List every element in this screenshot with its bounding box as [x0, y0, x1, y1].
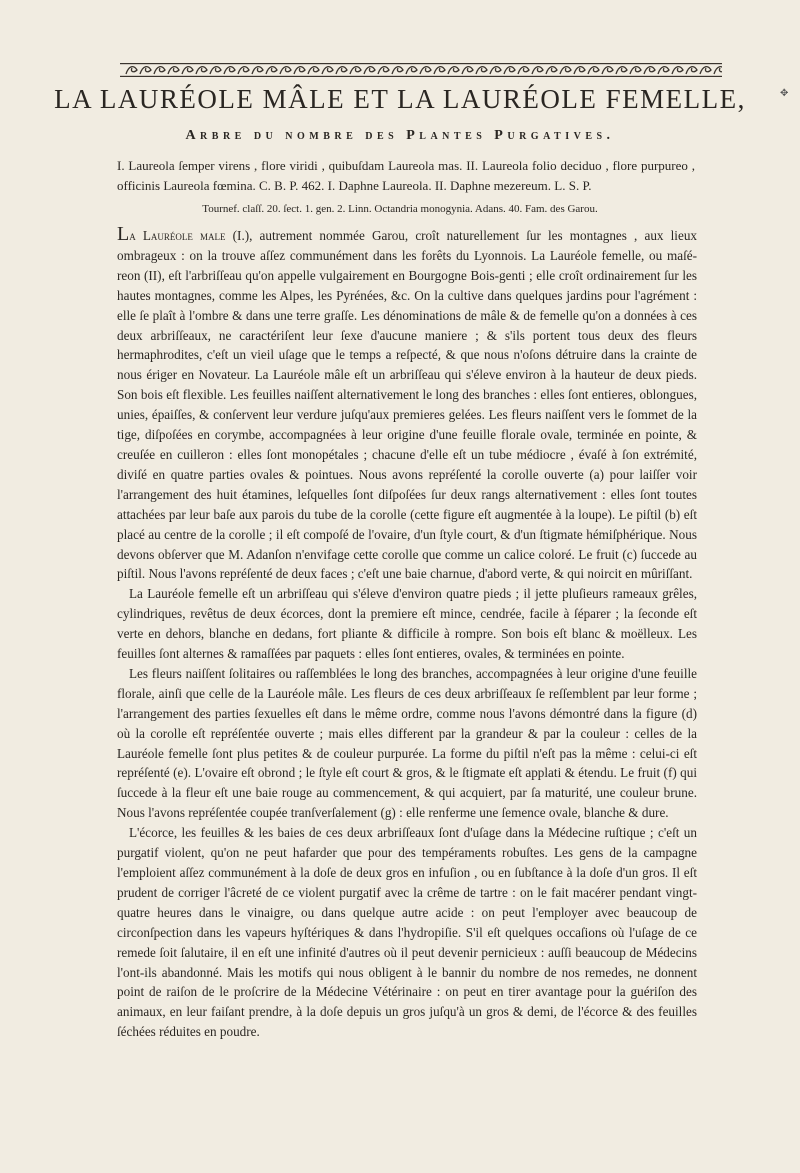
ornament-scroll	[644, 67, 655, 74]
ornament-scroll	[476, 67, 487, 74]
ornament-scroll	[714, 67, 722, 74]
paragraph-1-text: (I.), autrement nommée Garou, croît naturellement ſur les montagnes , aux lieux ombrageux : on la trouve aſſez communément dans les forêts du Lyonnois. La Lauréole femelle, ou maſé-reon (II), eſt l'arbriſſeau qu'on appelle vulgairement en Bourgogne Bois-genti ; elle croît ordinairement ſur les hautes montagnes, comme les Alpes, les Pyrénées, &c. On la cultive dans quelques jardins pour l'agrément : elle ſe plaît à l'ombre & dans une terre graſſe. Les dénominations de mâle & de femelle qu'on a données à ces deux arbriſſeaux, ne caractériſent leur ſexe d'aucune maniere ; & s'ils portent tous deux des fleurs hermaphrodites, c'eſt un vieil uſage que le temps a reſpecté, & que nous n'oſons détruire dans la crainte de nous ériger en Novateur. La Lauréole mâle eſt un arbriſſeau qui s'éleve environ à la hauteur de deux pieds. Son bois eſt flexible. Les feuilles naiſſent alternativement le long des branches : elles ſont entieres, oblongues, unies, épaiſſes, & conſervent leur verdure juſqu'aux premieres gelées. Les fleurs naiſſent vers le ſommet de la tige, diſpoſées en corymbe, accompagnées à leur origine d'une feuille florale ovale, terminée en pointe, & creuſée en cuilleron : elles ſont monopétales ; chacune d'elle eſt un tube médiocre , évaſé à ſon extrémité, diviſé en quatre parties ovales & pointues. Nous avons repréſenté la corolle ouverte (a) pour laiſſer voir l'arrangement des huit étamines, leſquelles ſont diſpoſées ſur deux rangs alternativement : elles ſont toutes attachées par leur baſe aux parois du tube de la corolle (cette figure eſt augmentée à la loupe). Le piſtil (b) eſt placé au centre de la corolle ; il eſt compoſé de l'ovaire, d'un ſtyle court, & d'un ſtigmate hémiſphérique. Nous devons obſerver que M. Adanſon n'envifage cette corolle que comme un calice coloré. Le fruit (c) ſuccede au piſtil. Nous l'avons repréſenté de deux faces ; c'eſt une baie charnue, d'abord verte, & qui noircit en mûriſſant.	[117, 228, 698, 582]
ornament-scroll	[574, 67, 585, 74]
ornament-scroll	[602, 67, 613, 74]
drop-cap: L	[117, 223, 130, 245]
main-text	[117, 223, 698, 1042]
ornament-scroll	[532, 67, 543, 74]
ornament-scroll	[308, 67, 319, 74]
synonymy-paragraph: I. Laureola ſemper virens , flore viridi , quibuſdam Laureola mas. II. Laureola folio deciduo , flore purpureo , officinis Laureola fœmina. C. B. P. 462. I. Daphne Laureola. II. Daphne mezereum. L. S. P.	[117, 158, 695, 193]
ornament-scroll	[518, 67, 529, 74]
ornament-scroll	[168, 67, 179, 74]
paragraph-1	[117, 223, 698, 584]
ornament-scroll	[490, 67, 501, 74]
ornament-scroll	[364, 67, 375, 74]
ornament-scroll	[406, 67, 417, 74]
ornament-scroll	[434, 67, 445, 74]
paragraph-3: Les fleurs naiſſent ſolitaires ou raſſemblées le long des branches, accompagnées à leur origine d'une feuille florale, ainſi que celle de la Lauréole mâle. Les fleurs de ces deux arbriſſeaux ſe reſſemblent par leur forme ; l'arrangement des parties ſexuelles eſt dans le même ordre, comme nous l'avons démontré dans la figure (d) où la corolle eſt repréſentée ouverte ; mais elles different par la grandeur & par la couleur : celles de la Lauréole femelle ſont plus petites & de couleur purpurée. La forme du piſtil n'eſt pas la même : celui-ci eſt repréſenté (e). L'ovaire eſt obrond ; le ſtyle eſt court & gros, & le ſtigmate eſt applati & étendu. Le fruit (f) qui ſuccede à la fleur eſt une baie rouge au commencement, & qui acquiert, par ſa maturité, une couleur brune. Nous l'avons repréſentée coupée tranſverſalement (g) : elle renferme une ſemence ovale, blanche & dure.	[117, 665, 697, 821]
lead-in: a Lauréole male	[129, 228, 226, 243]
ornament-scroll	[588, 67, 599, 74]
ornament-scroll	[238, 67, 249, 74]
ornament-scroll	[280, 67, 291, 74]
ornament-scroll	[560, 67, 571, 74]
ornament-scroll	[658, 67, 669, 74]
ornament-scroll	[392, 67, 403, 74]
ornament-scroll	[294, 67, 305, 74]
ornament-scroll	[672, 67, 683, 74]
ornament-scroll	[448, 67, 459, 74]
ornament-scroll	[686, 67, 697, 74]
page-title: LA LAURÉOLE MÂLE ET LA LAURÉOLE FEMELLE,	[54, 84, 746, 114]
ornament-scroll	[140, 67, 151, 74]
ornament-scroll	[224, 67, 235, 74]
ornament-scroll	[126, 67, 137, 74]
ornament-scroll	[182, 67, 193, 74]
ornament-scroll	[504, 67, 515, 74]
ornament-scroll	[336, 67, 347, 74]
ornament-scroll	[420, 67, 431, 74]
ornament-scroll	[266, 67, 277, 74]
ornament-scroll	[546, 67, 557, 74]
paragraph-2: La Lauréole femelle eſt un arbriſſeau qui s'éleve d'environ quatre pieds ; il jette pluſieurs rameaux grêles, cylindriques, revêtus de deux écorces, dont la premiere eſt mince, cendrée, facile à ſéparer ; la ſeconde eſt verte en dehors, blanche en dedans, fort pliante & difficile à rompre. Son bois eſt blanc & moëlleux. Les feuilles ſont alternes & ramaſſées par paquets : elles ſont entieres, ovales, & terminées en pointe.	[117, 586, 697, 662]
ornament-scroll	[196, 67, 207, 74]
ornament-scroll	[462, 67, 473, 74]
ornament-scroll	[616, 67, 627, 74]
decorative-ornament-band	[120, 62, 722, 78]
ornament-scroll	[154, 67, 165, 74]
classification-line: Tournef. claſſ. 20. ſect. 1. gen. 2. Linn. Octandria monogynia. Adans. 40. Fam. des Garou.	[202, 203, 598, 215]
ornament-scroll	[630, 67, 641, 74]
paragraph-4: L'écorce, les feuilles & les baies de ces deux arbriſſeaux ſont d'uſage dans la Médecine ruſtique ; c'eſt un purgatif violent, qu'on ne peut hafarder que pour des tempéraments robuſtes. Les gens de la campagne l'emploient aſſez communément à la doſe de deux gros en infuſion , ou en ſubſtance à la doſe d'un gros. Il eſt prudent de corriger l'âcreté de ce violent purgatif avec la crême de tartre : on le fait macérer pendant vingt-quatre heures dans le vinaigre, ou dans quelque autre acide : on peut l'employer avec beaucoup de circonſpection dans les vapeurs hyſtériques & dans l'hydropiſie. S'il eſt quelques occaſions où l'uſage de ce remede ſoit ſalutaire, il en eſt une infinité d'autres où il peut devenir pernicieux : auſſi beaucoup de Médecins l'ont-ils abandonné. Mais les motifs qui nous obligent à le bannir du nombre de nos remedes, ne donnent point de raiſon de le proſcrire de la Médecine Vétérinaire : on peut en tirer avantage pour la guériſon des animaux, en leur faiſant prendre, à la doſe depuis un gros juſqu'à un gros & demi, de l'écorce & des feuilles ſéchées réduites en poudre.	[117, 825, 697, 1040]
ornament-scroll	[210, 67, 221, 74]
ornament-scroll	[350, 67, 361, 74]
ornament-scroll	[252, 67, 263, 74]
ornament-scroll	[700, 67, 711, 74]
page-subtitle: Arbre du nombre des Plantes Purgatives.	[185, 128, 615, 143]
ornament-scroll	[378, 67, 389, 74]
ornament-scroll	[322, 67, 333, 74]
margin-mark: ✥	[780, 88, 789, 99]
